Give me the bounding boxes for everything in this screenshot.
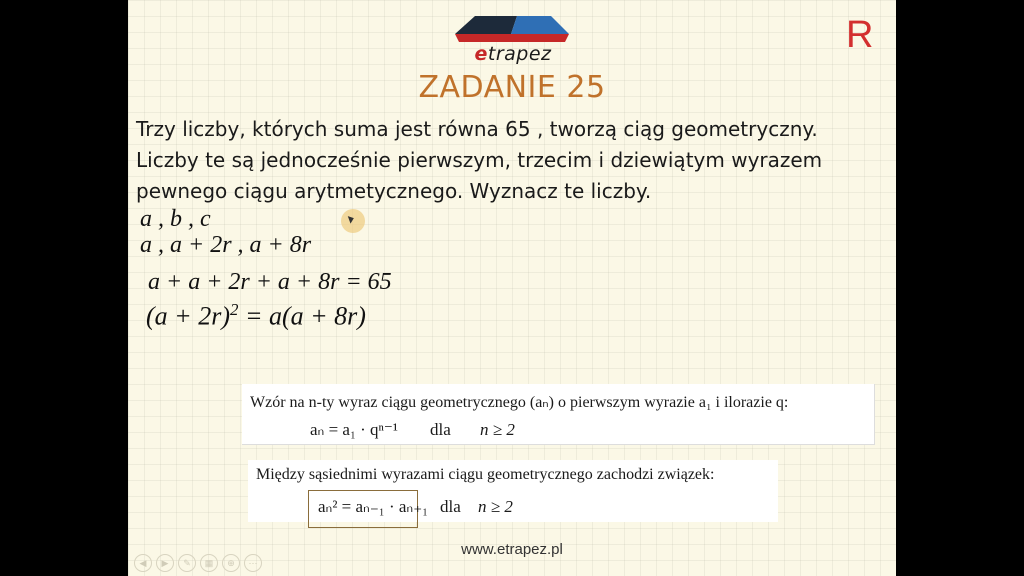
brand-name (453, 43, 573, 65)
zoom-icon[interactable]: ⊕ (222, 554, 240, 572)
formula-box-1-label: Wzór na n-ty wyraz ciągu geometrycznego (aₙ) o pierwszym wyrazie a₁ i ilorazie q: (250, 394, 789, 411)
slide (128, 0, 896, 576)
prev-icon[interactable]: ◀ (134, 554, 152, 572)
work-line-1: a , b , c (140, 206, 211, 232)
work-line-4 (146, 300, 366, 332)
work-line-2: a , a + 2r , a + 8r (140, 232, 312, 258)
slides-icon[interactable]: ▦ (200, 554, 218, 572)
level-badge: R (846, 14, 874, 56)
more-icon[interactable]: ⋯ (244, 554, 262, 572)
problem-statement (136, 114, 886, 207)
formula-box-2-label: Między sąsiednimi wyrazami ciągu geometrycznego zachodzi związek: (256, 466, 715, 483)
work-line-4-exponent: 2 (229, 300, 239, 319)
problem-line: pewnego ciągu arytmetycznego. Wyznacz te liczby. (136, 179, 652, 203)
formula-box-nth-term (242, 384, 875, 445)
formula-neighbors: aₙ² = aₙ₋₁ · aₙ₊₁ (318, 497, 429, 516)
problem-line: Liczby te są jednocześnie pierwszym, trzecim i dziewiątym wyrazem (136, 148, 823, 172)
formula-2-dla: dla (440, 497, 461, 516)
etrapez-logo-icon (453, 14, 573, 44)
brand-suffix: trapez (487, 43, 552, 65)
work-line-4-right: = a(a + 8r) (238, 301, 366, 331)
formula-1-condition: n ≥ 2 (480, 420, 515, 439)
footer-url: www.etrapez.pl (461, 541, 563, 558)
pen-icon[interactable]: ✎ (178, 554, 196, 572)
next-icon[interactable]: ▶ (156, 554, 174, 572)
mouse-cursor-icon (341, 209, 365, 233)
work-line-4-left: (a + 2r) (146, 301, 230, 331)
problem-line: Trzy liczby, których suma jest równa 65 , tworzą ciąg geometryczny. (136, 117, 818, 141)
formula-2-condition: n ≥ 2 (478, 497, 513, 516)
slide-controls (134, 554, 262, 572)
formula-1-dla: dla (430, 420, 451, 439)
page-title: ZADANIE 25 (418, 70, 606, 105)
brand-prefix: e (474, 43, 488, 65)
work-line-3: a + a + 2r + a + 8r = 65 (148, 269, 392, 295)
formula-nth-term: aₙ = a₁ · qⁿ⁻¹ (310, 420, 398, 439)
